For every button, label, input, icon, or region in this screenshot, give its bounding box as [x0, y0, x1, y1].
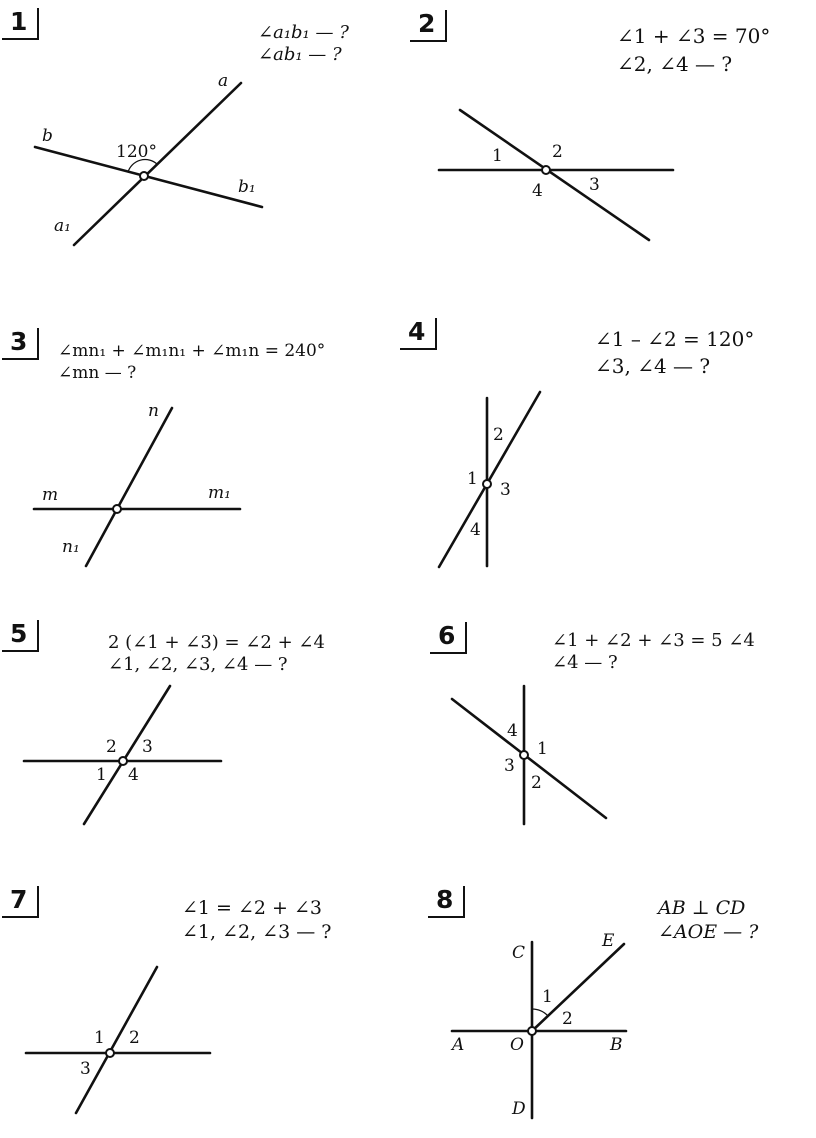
label-3: 3: [80, 1059, 91, 1079]
label-2: 2: [129, 1028, 140, 1048]
problem-5-number: 5: [2, 620, 39, 652]
vertex-point: [106, 1049, 114, 1057]
figure-4: [439, 392, 540, 567]
angle-arc: [532, 1009, 548, 1016]
line-oblique: [84, 686, 170, 824]
figure-3: [34, 401, 240, 566]
label-n: n: [148, 401, 159, 421]
problem-5-condition: ∠1, ∠2, ∠3, ∠4 — ?: [108, 654, 288, 675]
vertex-point: [542, 166, 550, 174]
line-n: [86, 408, 172, 566]
problem-8-condition: AB ⊥ CD: [658, 897, 746, 919]
figure-2: [439, 110, 673, 240]
label-C: C: [512, 943, 526, 963]
problem-1-number: 1: [2, 8, 39, 40]
label-D: D: [512, 1099, 526, 1119]
problem-4-condition: ∠3, ∠4 — ?: [595, 354, 711, 378]
problem-3-condition: ∠mn — ?: [58, 363, 137, 383]
line-oblique: [76, 967, 157, 1113]
problem-2-condition: ∠1 + ∠3 = 70°: [617, 24, 771, 48]
line-oblique: [439, 392, 540, 567]
problem-7-number: 7: [2, 886, 39, 918]
vertex-point: [140, 172, 148, 180]
label-3: 3: [500, 480, 511, 500]
label-m: m: [42, 485, 59, 505]
label-angle: 120°: [116, 142, 157, 162]
label-2: 2: [106, 737, 117, 757]
label-4: 4: [507, 721, 518, 741]
label-2: 2: [531, 773, 542, 793]
label-2: 2: [562, 1009, 573, 1029]
problem-4-condition: ∠1 – ∠2 = 120°: [595, 327, 755, 351]
label-1: 1: [96, 765, 107, 785]
line-oblique: [460, 110, 649, 240]
label-A: A: [452, 1035, 465, 1055]
problem-3-number: 3: [2, 328, 39, 360]
vertex-point: [528, 1027, 536, 1035]
problem-8-condition: ∠AOE — ?: [658, 921, 759, 943]
label-2: 2: [493, 425, 504, 445]
label-4: 4: [532, 181, 543, 201]
label-E: E: [602, 931, 615, 951]
figure-7: [26, 967, 210, 1113]
problem-6-condition: ∠4 — ?: [552, 652, 618, 673]
problem-4-number: 4: [400, 318, 437, 350]
label-3: 3: [589, 175, 600, 195]
problem-1-condition: ∠a₁b₁ — ?: [258, 22, 349, 43]
line-oblique: [452, 699, 606, 818]
vertex-point: [119, 757, 127, 765]
vertex-point: [520, 751, 528, 759]
label-1: 1: [492, 146, 503, 166]
problem-3-condition: ∠mn₁ + ∠m₁n₁ + ∠m₁n = 240°: [58, 341, 326, 361]
label-4: 4: [470, 520, 481, 540]
label-O: O: [510, 1035, 524, 1055]
label-B: B: [610, 1035, 623, 1055]
problem-7-condition: ∠1, ∠2, ∠3 — ?: [182, 921, 332, 943]
problem-5-condition: 2 (∠1 + ∠3) = ∠2 + ∠4: [108, 632, 325, 653]
label-m1: m₁: [208, 483, 231, 503]
problem-2-condition: ∠2, ∠4 — ?: [617, 52, 733, 76]
label-1: 1: [542, 987, 553, 1007]
label-a: a: [218, 71, 229, 91]
vertex-point: [483, 480, 491, 488]
label-1: 1: [467, 469, 478, 489]
problem-2-number: 2: [410, 10, 447, 42]
label-a1: a₁: [54, 216, 71, 236]
problem-8-number: 8: [428, 886, 465, 918]
label-3: 3: [504, 756, 515, 776]
problem-6-condition: ∠1 + ∠2 + ∠3 = 5 ∠4: [552, 630, 755, 651]
label-3: 3: [142, 737, 153, 757]
label-4: 4: [128, 765, 139, 785]
figure-8: [450, 931, 626, 1119]
label-1: 1: [94, 1028, 105, 1048]
figure-1: [35, 71, 262, 245]
vertex-point: [113, 505, 121, 513]
problem-1-condition: ∠ab₁ — ?: [258, 44, 342, 65]
figure-6: [452, 686, 606, 824]
label-2: 2: [552, 142, 563, 162]
problem-7-condition: ∠1 = ∠2 + ∠3: [182, 897, 323, 919]
problem-6-number: 6: [430, 622, 467, 654]
label-1: 1: [537, 739, 548, 759]
label-n1: n₁: [62, 537, 80, 557]
figure-5: [24, 686, 221, 824]
label-b1: b₁: [238, 177, 256, 197]
label-b: b: [42, 126, 53, 146]
